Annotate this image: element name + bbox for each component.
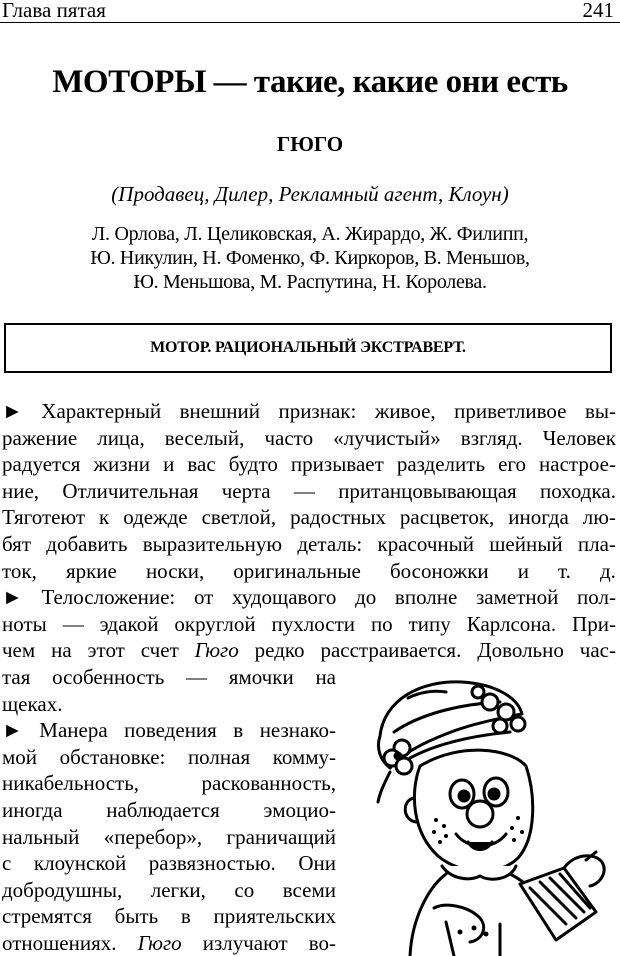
body-word: веселый, xyxy=(164,425,245,450)
body-word: яркие xyxy=(65,558,117,583)
body-word: босоножки xyxy=(389,558,489,583)
body-line xyxy=(2,797,336,824)
body-word: его xyxy=(498,452,526,477)
body-word: комму- xyxy=(272,744,336,769)
body-word: расцветок, xyxy=(399,505,495,530)
body-word: незнако- xyxy=(259,718,336,743)
body-word: граничащий xyxy=(226,824,336,849)
body-word: признак: xyxy=(278,399,357,423)
body-word: Тяготеют xyxy=(2,505,86,530)
body-line xyxy=(2,531,616,558)
type-classification-label: МОТОР. РАЦИОНАЛЬНЫЙ ЭКСТРАВЕРТ. xyxy=(150,339,466,356)
body-line xyxy=(2,770,336,797)
body-word: в xyxy=(180,904,191,929)
body-word: наблюдается xyxy=(106,797,220,822)
body-word: вполне xyxy=(394,585,458,610)
body-word: Человек xyxy=(542,425,616,450)
page-number: 241 xyxy=(582,0,614,22)
body-word: часто xyxy=(264,425,314,450)
body-word: Характерный xyxy=(41,399,162,423)
famous-people-list xyxy=(0,222,620,294)
body-word: При- xyxy=(572,611,616,636)
body-word: радостных xyxy=(290,505,386,530)
body-word: легки, xyxy=(150,877,206,902)
body-word: ямочки xyxy=(228,664,294,689)
body-word: добавить xyxy=(46,531,128,556)
body-word: час- xyxy=(579,638,616,663)
famous-people-line: Л. Орлова, Л. Целиковская, А. Жирардо, Ж. Филипп, xyxy=(91,223,529,245)
body-word: т. xyxy=(558,558,571,583)
body-word: нальный xyxy=(2,824,80,849)
body-word: к xyxy=(99,505,110,530)
body-line xyxy=(2,930,336,956)
body-word: раскованность, xyxy=(201,771,336,796)
body-word: иногда xyxy=(2,797,63,822)
body-word: красочный xyxy=(377,531,474,556)
body-word: — xyxy=(186,664,208,689)
body-line xyxy=(2,451,616,478)
body-word: обстановке: xyxy=(59,744,166,769)
body-word: в xyxy=(233,718,244,743)
body-word: этот xyxy=(87,638,125,663)
body-word: будто xyxy=(228,452,278,477)
body-word: пол- xyxy=(577,585,616,610)
body-word: — xyxy=(62,611,84,636)
body-word: светлой, xyxy=(201,505,277,530)
body-word: бят xyxy=(2,531,31,556)
body-word: расстраивается. xyxy=(320,638,462,663)
body-word: приветливое xyxy=(454,399,567,423)
body-word: заметной xyxy=(476,585,559,610)
body-word: «лучистый» xyxy=(333,425,441,450)
section-title: МОТОРЫ — такие, какие они есть xyxy=(52,64,568,100)
body-word: призывает xyxy=(290,452,384,477)
famous-people-line: Ю. Меньшова, М. Распутина, Н. Королева. xyxy=(133,271,487,293)
body-word: чем xyxy=(2,638,36,663)
body-word: и xyxy=(163,452,175,477)
body-word: эдакой xyxy=(99,611,159,636)
body-word: настрое- xyxy=(539,452,616,477)
body-line xyxy=(2,850,336,877)
body-word: счет xyxy=(140,638,179,663)
body-word: ражение xyxy=(2,425,78,450)
body-word: типу xyxy=(408,611,451,636)
body-word: тая xyxy=(2,664,31,689)
body-line xyxy=(2,744,336,771)
body-line xyxy=(2,584,616,611)
body-word: редко xyxy=(254,638,305,663)
body-word: на xyxy=(51,638,72,663)
bullet-marker: ► xyxy=(2,399,23,423)
body-word: иногда xyxy=(508,505,569,530)
body-word: живое, xyxy=(374,399,436,423)
body-line xyxy=(2,611,616,638)
bullet-marker: ► xyxy=(2,718,23,743)
body-word: ноты xyxy=(2,611,47,636)
body-word: со xyxy=(234,877,255,902)
body-line xyxy=(2,425,616,452)
body-line xyxy=(2,691,336,718)
body-word: приятельских xyxy=(213,904,336,929)
body-word: поведения xyxy=(124,718,217,743)
body-word: особенность xyxy=(52,664,165,689)
body-word: никабельность, xyxy=(2,771,140,796)
body-line xyxy=(2,824,336,851)
body-word: мой xyxy=(2,744,38,769)
type-roles: (Продавец, Дилер, Рекламный агент, Клоун) xyxy=(111,182,509,206)
body-word: выразительную xyxy=(142,531,283,556)
body-word: округлой xyxy=(174,611,256,636)
body-word: щеках. xyxy=(2,691,63,716)
chapter-title: Глава пятая xyxy=(2,0,106,22)
body-word: клоунской xyxy=(33,851,127,876)
body-line xyxy=(2,877,336,904)
body-word: оригинальные xyxy=(233,558,361,583)
body-line xyxy=(2,558,616,585)
body-word: взгляд. xyxy=(460,425,523,450)
type-name: ГЮГО xyxy=(276,132,344,156)
body-word: стремятся xyxy=(2,904,92,929)
body-word: лю- xyxy=(582,505,616,530)
body-word: полная xyxy=(187,744,251,769)
famous-people-line: Ю. Никулин, Н. Фоменко, Ф. Киркоров, В. Меньшов, xyxy=(90,247,530,269)
body-word: Довольно xyxy=(477,638,564,663)
body-word: ние, xyxy=(2,478,40,503)
body-word: носки, xyxy=(145,558,205,583)
body-word: эмоцио- xyxy=(263,797,336,822)
body-word: Гюго xyxy=(137,930,182,955)
body-word: д. xyxy=(599,558,616,583)
body-word: Телосложение: xyxy=(41,585,176,610)
body-word: — xyxy=(293,478,315,503)
body-word: ток, xyxy=(2,558,37,583)
clown-accordion-illustration xyxy=(350,662,620,956)
body-word: черта xyxy=(221,478,271,503)
body-line xyxy=(2,903,336,930)
body-word: отношениях. xyxy=(2,930,117,955)
body-word: Карлсона. xyxy=(466,611,557,636)
body-line xyxy=(2,504,616,531)
body-word: вы- xyxy=(584,399,616,423)
body-line xyxy=(2,637,616,664)
body-word: Отличительная xyxy=(62,478,199,503)
body-word: радуется xyxy=(2,452,81,477)
body-word: и xyxy=(517,558,529,583)
body-line xyxy=(2,398,616,425)
body-word: быть xyxy=(114,904,159,929)
body-word: Гюго xyxy=(194,638,239,663)
body-word: всеми xyxy=(282,877,336,902)
body-word: внешний xyxy=(179,399,260,423)
body-word: с xyxy=(2,851,12,876)
body-word: разделить xyxy=(396,452,486,477)
body-word: добродушны, xyxy=(2,877,123,902)
body-word: во- xyxy=(308,930,336,955)
body-word: развязностью. xyxy=(148,851,276,876)
body-word: одежде xyxy=(123,505,188,530)
body-word: походка. xyxy=(540,478,616,503)
bullet-marker: ► xyxy=(2,585,23,610)
body-word: пухлости xyxy=(271,611,355,636)
body-word: Они xyxy=(298,851,336,876)
body-word: жизни xyxy=(93,452,151,477)
body-word: от xyxy=(193,585,214,610)
type-classification-box xyxy=(4,323,612,373)
body-line xyxy=(2,664,336,691)
body-word: вас xyxy=(187,452,216,477)
body-line xyxy=(2,717,336,744)
body-word: излучают xyxy=(202,930,288,955)
body-word: Манера xyxy=(39,718,108,743)
body-word: лица, xyxy=(97,425,145,450)
body-word: пританцовывающая xyxy=(338,478,517,503)
body-word: «перебор», xyxy=(103,824,203,849)
body-word: пла- xyxy=(577,531,616,556)
body-word: шейный xyxy=(489,531,563,556)
body-word: деталь: xyxy=(297,531,363,556)
body-line xyxy=(2,478,616,505)
body-word: до xyxy=(355,585,377,610)
running-header xyxy=(0,0,620,23)
body-word: худощавого xyxy=(232,585,337,610)
body-word: по xyxy=(370,611,393,636)
body-word: на xyxy=(315,664,336,689)
